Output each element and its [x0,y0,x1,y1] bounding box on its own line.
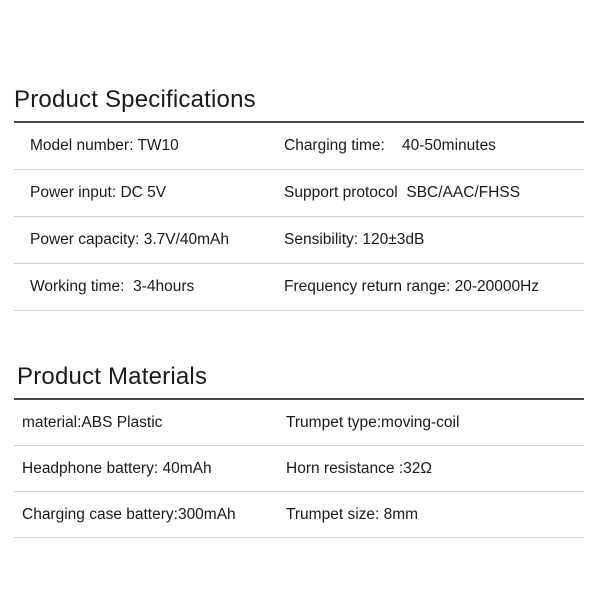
materials-section [14,363,584,538]
spec-frequency-range: Frequency return range: 20-20000Hz [284,278,540,295]
material-row [14,400,584,446]
material-horn-resistance: Horn resistance :32Ω [286,460,432,477]
material-row [14,446,584,492]
specifications-section [14,86,584,311]
spec-working-time: Working time: 3-4hours [30,278,195,295]
materials-title: Product Materials [17,363,208,390]
material-case-battery: Charging case battery:300mAh [22,506,236,523]
spec-power-capacity: Power capacity: 3.7V/40mAh [30,231,230,248]
material-trumpet-size: Trumpet size: 8mm [286,506,419,523]
spec-power-input: Power input: DC 5V [30,184,167,201]
material-row [14,492,584,538]
material-type: material:ABS Plastic [22,414,163,431]
spec-charging-time: Charging time: 40-50minutes [284,137,496,154]
spec-row [14,217,584,264]
spec-row [14,170,584,217]
material-trumpet-type: Trumpet type:moving-coil [286,414,460,431]
spec-row [14,123,584,170]
specifications-title: Product Specifications [14,86,256,113]
spec-model-number: Model number: TW10 [30,137,179,154]
material-headphone-battery: Headphone battery: 40mAh [22,460,212,477]
spec-support-protocol: Support protocol SBC/AAC/FHSS [284,184,521,201]
spec-row [14,264,584,311]
spec-sensibility: Sensibility: 120±3dB [284,231,425,248]
